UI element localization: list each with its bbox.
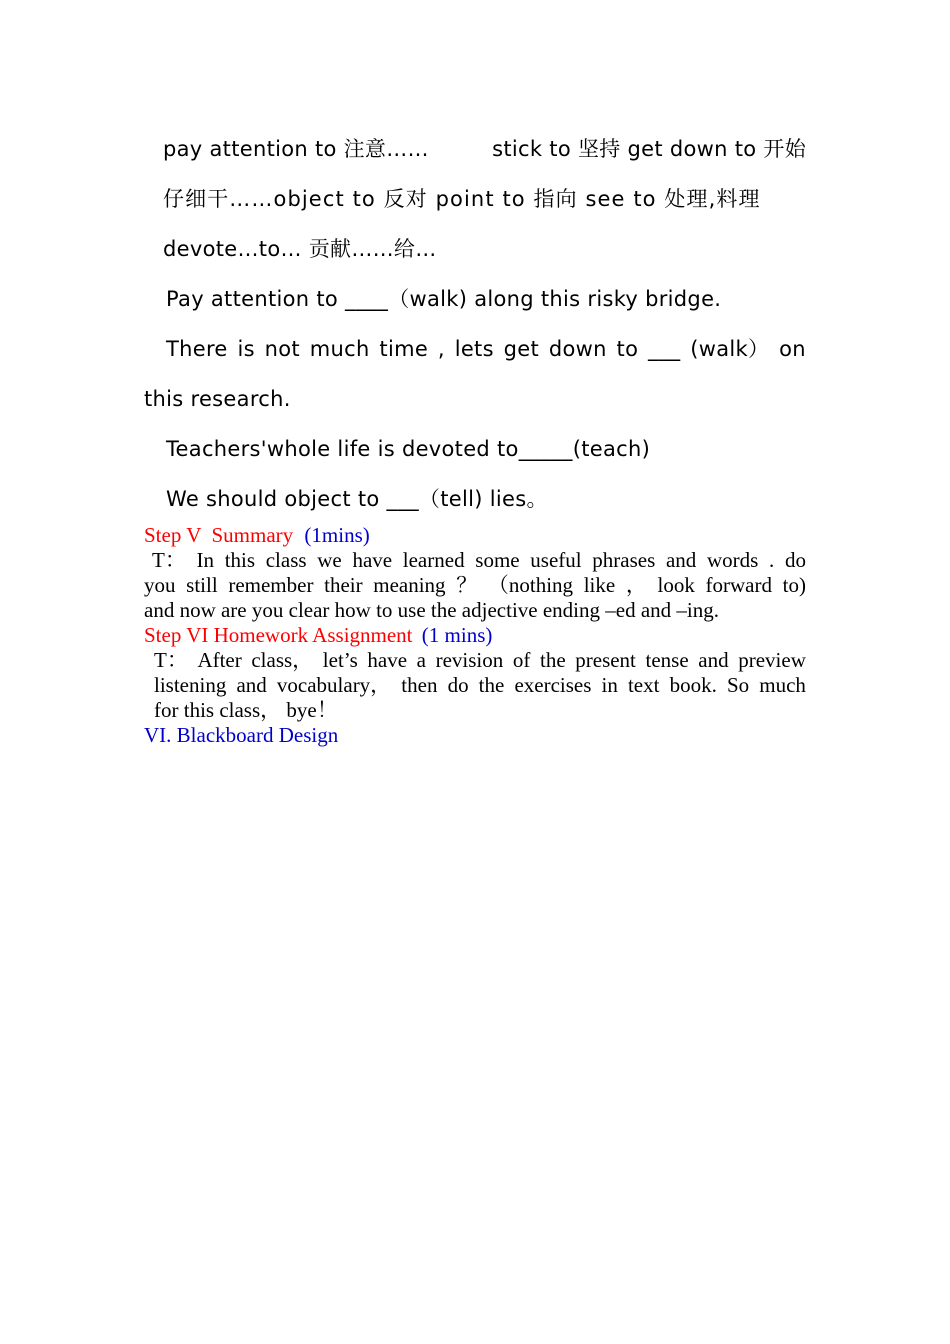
word: phrases — [592, 548, 656, 572]
word: There — [166, 337, 228, 361]
word: is — [237, 337, 255, 361]
word: revision — [435, 648, 504, 672]
word: ， — [625, 573, 647, 597]
word: then — [401, 673, 438, 697]
word: learned — [402, 548, 465, 572]
word: do — [447, 673, 469, 697]
word: present — [575, 648, 636, 672]
word: on — [779, 337, 806, 361]
word: much — [759, 673, 806, 697]
word: ？ — [456, 573, 478, 597]
exercise-1: Pay attention to ____（walk) along this risky bridge. — [166, 287, 722, 311]
word: of — [512, 648, 531, 672]
step6-duration: (1 mins) — [421, 623, 493, 647]
step5-line-3: and now are you clear how to use the adjective ending –ed and –ing. — [144, 598, 719, 622]
word: class， — [251, 648, 314, 672]
word: much — [309, 337, 370, 361]
word: T： — [154, 648, 188, 672]
section6-title: VI. Blackboard Design — [144, 723, 339, 747]
step6-line-3: for this class， bye！ — [154, 698, 338, 722]
word: class — [265, 548, 307, 572]
step6-title: Step VI Homework Assignment — [144, 623, 413, 647]
word: book. — [669, 673, 717, 697]
word: exercises — [514, 673, 592, 697]
word: we — [317, 548, 342, 572]
step5-title: Step V Summary — [144, 523, 294, 547]
word: . — [769, 548, 775, 572]
word: （nothing — [487, 573, 574, 597]
phrase-line-3: devote…to… 贡献……给… — [163, 237, 437, 261]
word: and — [236, 673, 267, 697]
word: not — [264, 337, 300, 361]
phrase-stick-get-down: stick to 坚持 get down to 开始 — [492, 137, 806, 161]
word: , — [437, 337, 445, 361]
word: preview — [738, 648, 806, 672]
word: In — [196, 548, 215, 572]
exercise-3: Teachers'whole life is devoted to_____(teach) — [166, 437, 651, 461]
word: down — [548, 337, 607, 361]
word: look — [657, 573, 695, 597]
step6-heading — [144, 623, 492, 648]
phrase-line-2 — [163, 186, 806, 212]
word: ___ — [648, 337, 681, 361]
word: and — [698, 648, 729, 672]
word: (walk） — [690, 337, 770, 361]
word: do — [784, 548, 806, 572]
word: remember — [228, 573, 314, 597]
word: in — [601, 673, 618, 697]
word: have — [367, 648, 408, 672]
word: After — [197, 648, 242, 672]
word: forward — [705, 573, 772, 597]
word: still — [186, 573, 218, 597]
step6-line-1 — [154, 648, 806, 673]
step6-line-2 — [154, 673, 806, 698]
step5-duration: (1mins) — [304, 523, 370, 547]
word: get — [503, 337, 540, 361]
step5-line-2 — [144, 573, 806, 598]
word: to — [616, 337, 639, 361]
word: a — [416, 648, 426, 672]
word: the — [478, 673, 505, 697]
word: the — [539, 648, 566, 672]
word: T： — [152, 548, 186, 572]
step5-line-1 — [152, 548, 806, 573]
phrase-line-1 — [163, 136, 806, 162]
word: time — [379, 337, 429, 361]
step5-heading — [144, 523, 370, 548]
word: meaning — [373, 573, 446, 597]
word: their — [324, 573, 363, 597]
word: vocabulary， — [276, 673, 392, 697]
word: to) — [782, 573, 806, 597]
word: tense — [645, 648, 689, 672]
word: you — [144, 573, 176, 597]
word: and — [665, 548, 697, 572]
exercise-2-line-1 — [166, 336, 806, 362]
word: like — [583, 573, 616, 597]
word: listening — [154, 673, 227, 697]
word: let’s — [322, 648, 358, 672]
word: have — [352, 548, 393, 572]
word: useful — [530, 548, 582, 572]
phrase-pay-attention: pay attention to 注意…… — [163, 137, 429, 161]
word: text — [627, 673, 660, 697]
phrase-object-point-see: 仔细干……object to 反对 point to 指向 see to 处理,料理 — [163, 187, 761, 211]
exercise-4: We should object to ___（tell) lies。 — [166, 487, 548, 511]
word: lets — [454, 337, 494, 361]
word: So — [726, 673, 750, 697]
exercise-2-line-2: this research. — [144, 387, 291, 411]
word: words — [706, 548, 759, 572]
word: some — [475, 548, 520, 572]
word: this — [224, 548, 256, 572]
